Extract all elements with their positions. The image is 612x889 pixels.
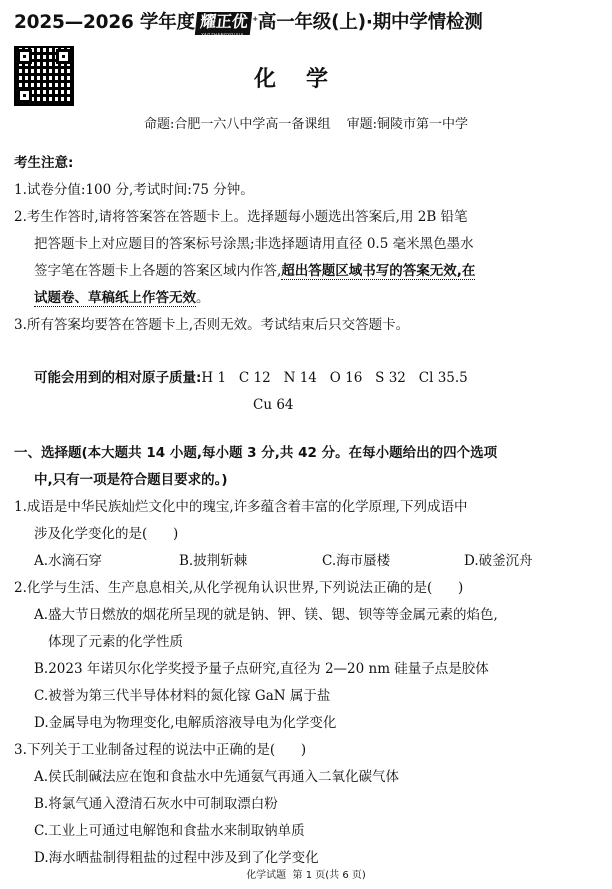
header-title-right: 高一年级(上)·期中学情检测 [257,12,483,33]
q2-option-a-line2: 体现了元素的化学性质 [48,634,183,650]
setter: 命题:合肥一六八中学高一备课组 [144,117,331,132]
q2-stem: 2.化学与生活、生产息息相关,从化学视角认识世界,下列说法正确的是( ) [14,580,464,596]
q3-option-a: A.侯氏制碱法应在饱和食盐水中先通氨气再通入二氧化碳气体 [34,769,400,785]
question-1 [14,494,606,575]
q1-option-c: C.海市蜃楼 [322,553,391,569]
q2-option-d: D.金属导电为物理变化,电解质溶液导电为化学变化 [34,715,337,731]
atomic-mass-section [34,365,606,419]
q1-option-d: D.破釜沉舟 [464,553,533,569]
brand-logo: 耀正优 YAOZHENGYOUJIA [195,12,253,35]
notice-heading: 考生注意: [14,155,74,171]
authors-line [0,113,612,132]
notice-emphasis-2: 试题卷、草稿纸上作答无效 [34,290,196,306]
q1-option-a: A.水滴石穿 [34,553,103,569]
section-1-heading: 一、选择题(本大题共 14 小题,每小题 3 分,共 42 分。在每小题给出的四个选项 中,只有一项是符合题目要求的。) [14,445,498,488]
exam-header [14,8,604,42]
notice-item-2-line3: 签字笔在答题卡上各题的答案区域内作答,超出答题区域书写的答案无效,在 [34,263,476,279]
subject-title: 化学 [253,67,358,92]
q1-option-b: B.披荆斩棘 [179,553,248,569]
q3-option-d: D.海水晒盐制得粗盐的过程中涉及到了化学变化 [34,850,319,866]
header-title-left: 2025—2026 学年度 [14,12,195,33]
atomic-mass-values-2: Cu 64 [253,397,294,413]
q3-option-c: C.工业上可通过电解饱和食盐水来制取钠单质 [34,823,305,839]
question-2 [14,575,606,737]
question-3 [14,737,606,872]
q3-option-b: B.将氯气通入澄清石灰水中可制取漂白粉 [34,796,278,812]
notice-section [14,150,606,339]
q2-option-c: C.被誉为第三代半导体材料的氮化镓 GaN 属于盐 [34,688,331,704]
reviewer: 审题:铜陵市第一中学 [346,117,468,132]
q2-option-b: B.2023 年诺贝尔化学奖授予量子点研究,直径为 2—20 nm 硅量子点是胶体 [34,661,489,677]
notice-item-3: 3.所有答案均要答在答题卡上,否则无效。考试结束后只交答题卡。 [14,317,410,333]
notice-item-2-line2: 把答题卡上对应题目的答案标号涂黑;非选择题请用直径 0.5 毫米黑色墨水 [34,236,474,252]
page-footer: 化学试题 第 1 页(共 6 页) [246,870,366,881]
q1-stem-line2: 涉及化学变化的是( ) [34,526,179,542]
q1-options [14,548,606,575]
q1-stem-line1: 1.成语是中华民族灿烂文化中的瑰宝,许多蕴含着丰富的化学原理,下列成语中 [14,499,468,515]
q2-option-a-line1: A.盛大节日燃放的烟花所呈现的就是钠、钾、镁、锶、钡等等金属元素的焰色, [34,607,498,623]
logo-sup: + [252,14,258,23]
atomic-mass-values: H 1 C 12 N 14 O 16 S 32 Cl 35.5 [201,370,468,386]
notice-item-2-line4: 试题卷、草稿纸上作答无效。 [34,290,210,306]
q3-stem: 3.下列关于工业制备过程的说法中正确的是( ) [14,742,307,758]
notice-emphasis-1: 超出答题区域书写的答案无效,在 [281,263,476,279]
notice-item-2-line1: 2.考生作答时,请将答案答在答题卡上。选择题每小题选出答案后,用 2B 铅笔 [14,209,468,225]
atomic-mass-label: 可能会用到的相对原子质量: [34,370,202,386]
notice-item-1: 1.试卷分值:100 分,考试时间:75 分钟。 [14,182,254,198]
